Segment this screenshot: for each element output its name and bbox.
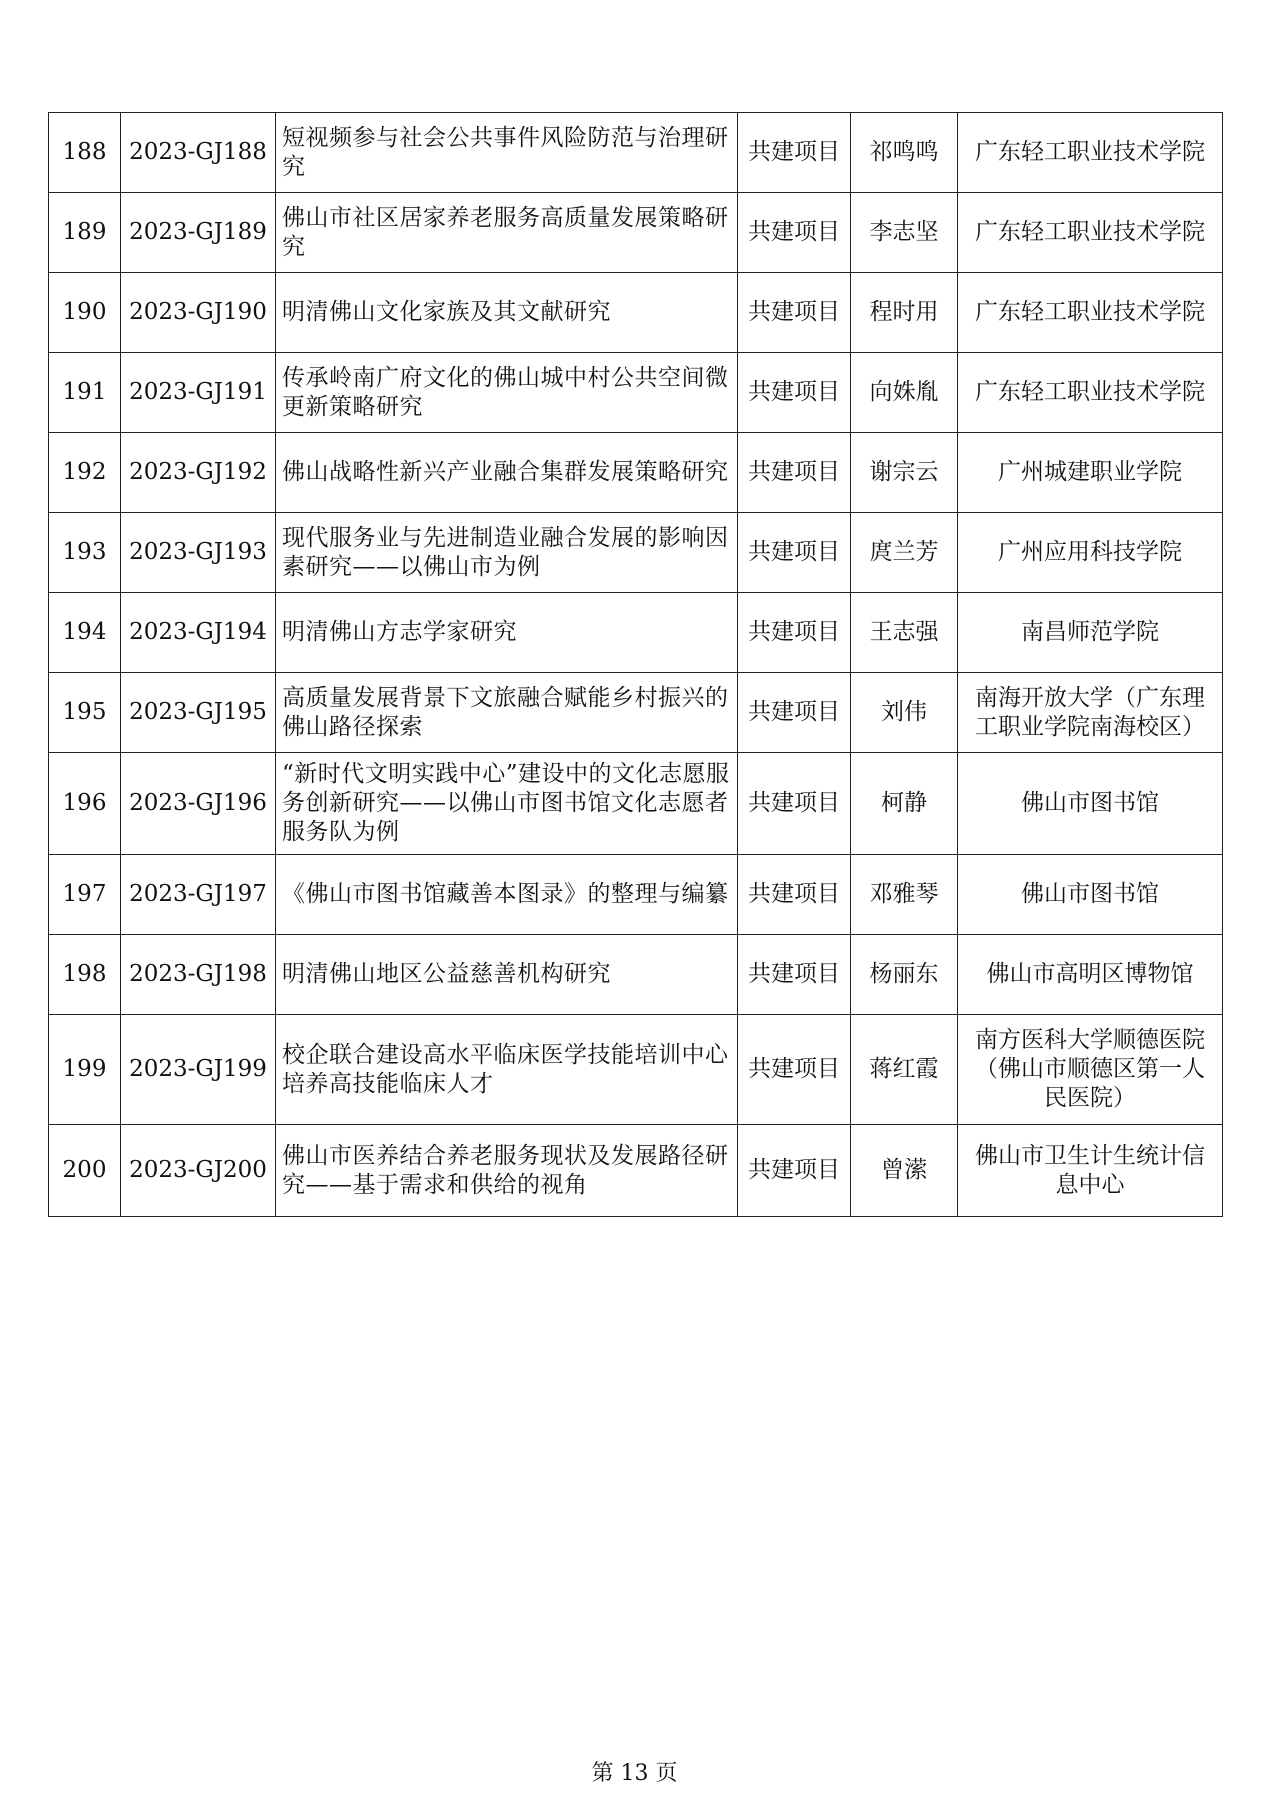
row-number: 200: [49, 1125, 121, 1217]
project-leader: 邓雅琴: [851, 855, 958, 935]
project-code: 2023-GJ188: [121, 113, 276, 193]
table-row: [49, 353, 1223, 433]
project-title: 佛山市医养结合养老服务现状及发展路径研究——基于需求和供给的视角: [276, 1125, 738, 1217]
project-code: 2023-GJ198: [121, 935, 276, 1015]
project-organization: 广东轻工职业技术学院: [958, 353, 1223, 433]
project-code: 2023-GJ193: [121, 513, 276, 593]
row-number: 189: [49, 193, 121, 273]
project-leader: 向姝胤: [851, 353, 958, 433]
project-leader: 王志强: [851, 593, 958, 673]
project-organization: 佛山市高明区博物馆: [958, 935, 1223, 1015]
table-row: [49, 193, 1223, 273]
row-number: 198: [49, 935, 121, 1015]
project-leader: 曾潆: [851, 1125, 958, 1217]
project-leader: 刘伟: [851, 673, 958, 753]
project-leader: 庹兰芳: [851, 513, 958, 593]
project-type: 共建项目: [738, 673, 851, 753]
page-number: 第 13 页: [591, 1761, 678, 1786]
project-organization: 佛山市图书馆: [958, 753, 1223, 855]
project-title: 《佛山市图书馆藏善本图录》的整理与编纂: [276, 855, 738, 935]
row-number: 196: [49, 753, 121, 855]
project-type: 共建项目: [738, 273, 851, 353]
project-type: 共建项目: [738, 513, 851, 593]
project-title: “新时代文明实践中心”建设中的文化志愿服务创新研究——以佛山市图书馆文化志愿者服务队为例: [276, 753, 738, 855]
project-type: 共建项目: [738, 1015, 851, 1125]
project-organization: 佛山市图书馆: [958, 855, 1223, 935]
project-organization: 广东轻工职业技术学院: [958, 113, 1223, 193]
project-type: 共建项目: [738, 193, 851, 273]
project-organization: 广州应用科技学院: [958, 513, 1223, 593]
project-title: 短视频参与社会公共事件风险防范与治理研究: [276, 113, 738, 193]
row-number: 192: [49, 433, 121, 513]
project-title: 明清佛山地区公益慈善机构研究: [276, 935, 738, 1015]
project-organization: 南海开放大学（广东理工职业学院南海校区）: [958, 673, 1223, 753]
table-row: [49, 513, 1223, 593]
project-code: 2023-GJ192: [121, 433, 276, 513]
project-code: 2023-GJ195: [121, 673, 276, 753]
project-type: 共建项目: [738, 433, 851, 513]
table-row: [49, 273, 1223, 353]
project-organization: 广东轻工职业技术学院: [958, 193, 1223, 273]
project-leader: 杨丽东: [851, 935, 958, 1015]
row-number: 191: [49, 353, 121, 433]
row-number: 199: [49, 1015, 121, 1125]
table-row: [49, 1125, 1223, 1217]
project-organization: 广东轻工职业技术学院: [958, 273, 1223, 353]
table-row: [49, 1015, 1223, 1125]
project-code: 2023-GJ199: [121, 1015, 276, 1125]
project-leader: 蒋红霞: [851, 1015, 958, 1125]
table-row: [49, 593, 1223, 673]
project-organization: 佛山市卫生计生统计信息中心: [958, 1125, 1223, 1217]
project-code: 2023-GJ196: [121, 753, 276, 855]
table-row: [49, 935, 1223, 1015]
project-title: 现代服务业与先进制造业融合发展的影响因素研究——以佛山市为例: [276, 513, 738, 593]
project-title: 传承岭南广府文化的佛山城中村公共空间微更新策略研究: [276, 353, 738, 433]
project-leader: 祁鸣鸣: [851, 113, 958, 193]
row-number: 194: [49, 593, 121, 673]
project-code: 2023-GJ191: [121, 353, 276, 433]
project-type: 共建项目: [738, 753, 851, 855]
project-table-body: [49, 113, 1223, 1217]
project-code: 2023-GJ194: [121, 593, 276, 673]
project-leader: 李志坚: [851, 193, 958, 273]
project-type: 共建项目: [738, 113, 851, 193]
project-title: 佛山市社区居家养老服务高质量发展策略研究: [276, 193, 738, 273]
project-organization: 广州城建职业学院: [958, 433, 1223, 513]
project-title: 明清佛山方志学家研究: [276, 593, 738, 673]
project-code: 2023-GJ197: [121, 855, 276, 935]
row-number: 197: [49, 855, 121, 935]
project-code: 2023-GJ190: [121, 273, 276, 353]
table-row: [49, 433, 1223, 513]
row-number: 190: [49, 273, 121, 353]
project-leader: 程时用: [851, 273, 958, 353]
project-table: [48, 112, 1223, 1217]
project-type: 共建项目: [738, 593, 851, 673]
project-title: 明清佛山文化家族及其文献研究: [276, 273, 738, 353]
project-code: 2023-GJ189: [121, 193, 276, 273]
project-type: 共建项目: [738, 855, 851, 935]
project-type: 共建项目: [738, 935, 851, 1015]
table-row: [49, 753, 1223, 855]
project-title: 校企联合建设高水平临床医学技能培训中心培养高技能临床人才: [276, 1015, 738, 1125]
project-leader: 谢宗云: [851, 433, 958, 513]
project-title: 佛山战略性新兴产业融合集群发展策略研究: [276, 433, 738, 513]
table-row: [49, 673, 1223, 753]
project-organization: 南昌师范学院: [958, 593, 1223, 673]
project-organization: 南方医科大学顺德医院（佛山市顺德区第一人民医院）: [958, 1015, 1223, 1125]
table-row: [49, 855, 1223, 935]
row-number: 195: [49, 673, 121, 753]
row-number: 188: [49, 113, 121, 193]
row-number: 193: [49, 513, 121, 593]
project-code: 2023-GJ200: [121, 1125, 276, 1217]
table-row: [49, 113, 1223, 193]
project-leader: 柯静: [851, 753, 958, 855]
project-title: 高质量发展背景下文旅融合赋能乡村振兴的佛山路径探索: [276, 673, 738, 753]
project-type: 共建项目: [738, 1125, 851, 1217]
project-type: 共建项目: [738, 353, 851, 433]
